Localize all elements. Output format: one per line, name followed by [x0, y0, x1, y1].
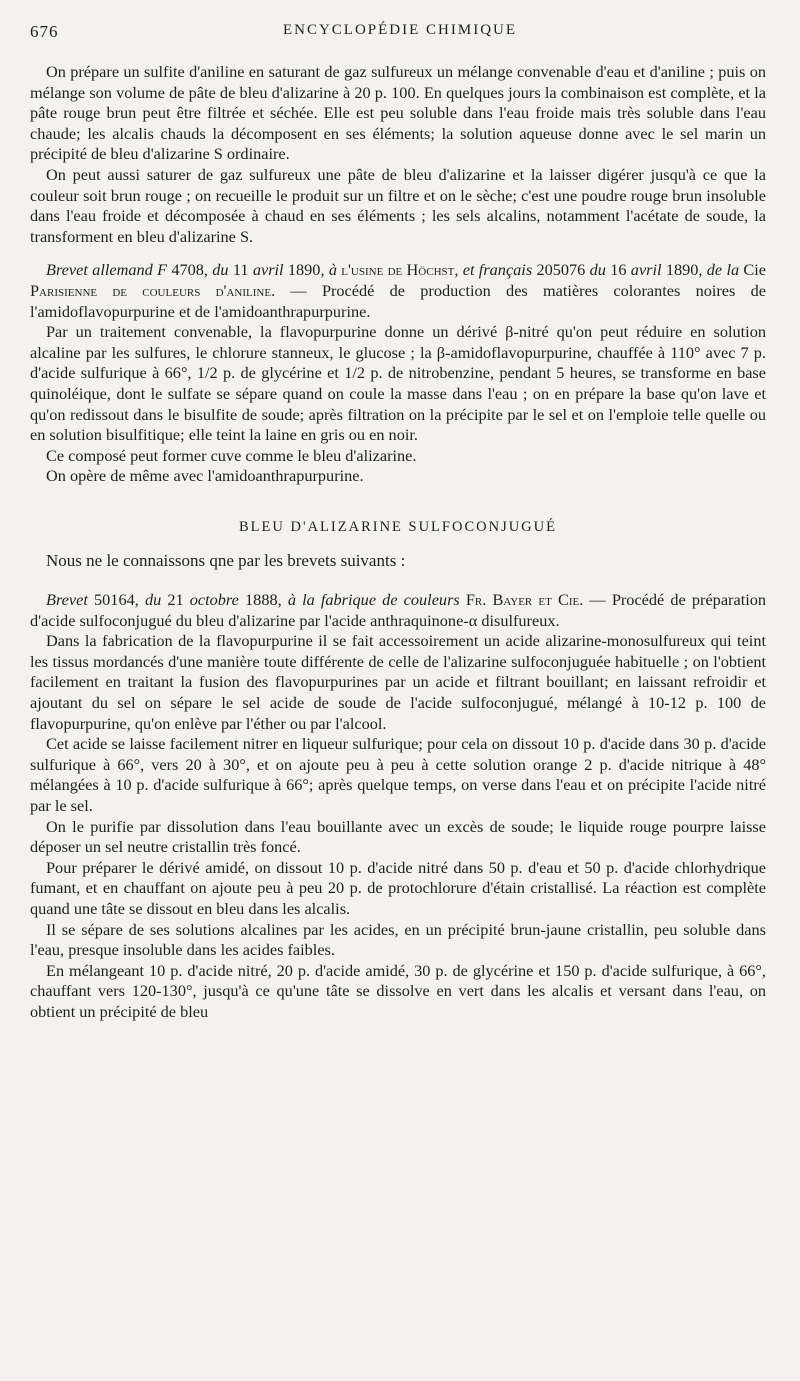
text-run: 1890,	[283, 260, 329, 280]
section-title: BLEU D'ALIZARINE SULFOCONJUGUÉ	[239, 518, 557, 535]
text-run: 205076	[532, 260, 590, 280]
text-run: du	[212, 260, 229, 280]
text-run: avril	[630, 260, 662, 280]
text-run: 50164,	[87, 590, 145, 610]
text-run: . — Procédé de production des matières colorantes noires de l'amidoflavopurpurine et de l'amidoanthrapurpurine.	[30, 280, 766, 321]
paragraph: On le purifie par dissolution dans l'eau bouillante avec un excès de soude; le liquide rouge pourpre laisse déposer un sel neutre cristallin très foncé.	[30, 816, 766, 857]
text-run: octobre	[189, 590, 239, 610]
paragraph: Pour préparer le dérivé amidé, on dissout 10 p. d'acide nitré dans 50 p. d'eau et 50 p. d'acide chlorhydrique fumant, et en chauffant on ajoute peu à peu 20 p. de protochlorure d'étain cristallisé. La réaction est complète quand une tâte se dissout en bleu dans les alcalis.	[30, 857, 766, 918]
company-name: Parisienne de couleurs d'aniline	[30, 280, 272, 300]
text-run: du	[589, 260, 606, 280]
text-run: Cie	[739, 260, 767, 280]
text-run: 21	[161, 590, 190, 610]
text-run: . — Procédé de préparation d'acide sulfoconjugué du bleu d'alizarine par l'acide anthraquinone-α disulfureux.	[30, 590, 767, 630]
page-number: 676	[30, 22, 59, 41]
running-title: ENCYCLOPÉDIE CHIMIQUE	[282, 22, 518, 38]
patent-label: Brevet	[46, 590, 88, 610]
page-header	[30, 22, 770, 46]
text-run: de la	[706, 260, 740, 280]
patent-reference-paragraph	[30, 590, 766, 631]
paragraph: On opère de même avec l'amidoanthrapurpurine.	[46, 466, 364, 486]
company-name: Fr. Bayer et Cie	[459, 590, 580, 610]
company-name: l'usine de Höchst	[336, 260, 455, 280]
paragraph: Cet acide se laisse facilement nitrer en liqueur sulfurique; pour cela on dissout 10 p. d'acide dans 30 p. d'acide sulfurique à 66°, vers 20 à 30°, et on ajoute peu à peu à cette solution orange 2 p. d'acide nitrique à 48° mélangées à 10 p. d'acide sulfurique à 66°; après quelque temps, on verse dans l'eau et on précipite l'acide nitré par le sel.	[30, 734, 766, 815]
patent-label: Brevet allemand F	[46, 260, 168, 280]
text-run: 1890,	[661, 260, 707, 280]
text-run: 11	[228, 260, 253, 280]
text-run: 16	[605, 260, 631, 280]
text-run: du	[144, 590, 162, 610]
paragraph: Ce composé peut former cuve comme le bleu d'alizarine.	[46, 445, 417, 465]
paragraph: Il se sépare de ses solutions alcalines par les acides, en un précipité brun-jaune cristallin, peu soluble dans l'eau, presque insoluble dans les acides faibles.	[30, 919, 766, 960]
paragraph: Dans la fabrication de la flavopurpurine il se fait accessoirement un acide alizarine-monosulfureux qui teint les tissus mordancés d'une manière toute différente de celle de l'alizarine sulfoconjuguée habituelle ; on l'obtient facilement en traitant la fusion des flavopurpurines par un acide et filtrant bouillant; en laissant refroidir et ajoutant du sel on sépare le sel acide de soude de l'acide sulfoconjugué, mélangé à 10-12 p. 100 de flavopurpurine, qu'on enlève par l'éther ou par l'alcool.	[30, 631, 766, 733]
text-run: avril	[252, 260, 284, 280]
text-run: 4708,	[167, 260, 213, 280]
text-run: ,	[454, 260, 463, 280]
text-run: 1888,	[238, 590, 288, 610]
paragraph: On prépare un sulfite d'aniline en saturant de gaz sulfureux un mélange convenable d'eau et d'aniline ; puis on mélange son volume de pâte de bleu d'alizarine à 20 p. 100. En quelques jours la combinaison est complète, et la pâte rouge brun peut être filtrée et séchée. Elle est peu soluble dans l'eau froide mais très soluble dans l'eau chaude; les alcalis chauds la décomposent en ses éléments; la solution aqueuse donne avec le sel marin un précipité de bleu d'alizarine S ordinaire.	[30, 62, 766, 164]
section-intro: Nous ne le connaissons qne par les brevets suivants :	[46, 551, 406, 571]
paragraph: On peut aussi saturer de gaz sulfureux une pâte de bleu d'alizarine et la laisser digérer jusqu'à ce que la couleur soit brun rouge ; on recueille le produit sur un filtre et on le sèche; c'est une poudre rouge brun insoluble dans l'eau froide et décomposée à chaud en ses éléments ; les sels alcalins, notamment l'acétate de soude, la transforment en bleu d'alizarine S.	[30, 164, 766, 246]
patent-reference-paragraph	[30, 260, 766, 322]
paragraph: En mélangeant 10 p. d'acide nitré, 20 p. d'acide amidé, 30 p. de glycérine et 150 p. d'acide sulfurique, à 66°, chauffant vers 120-130°, jusqu'à ce qu'une tâte se dissolve en vert dans les alcalis et versant dans l'eau, on obtient un précipité de bleu	[30, 960, 766, 1021]
page-body	[30, 62, 766, 1023]
paragraph: Par un traitement convenable, la flavopurpurine donne un dérivé β-nitré qu'on peut réduire en solution alcaline par les sulfures, le chlorure stanneux, le glucose ; la β-amidoflavopurpurine, chauffée à 110° avec 7 p. d'acide sulfurique à 66°, 1/2 p. de glycérine et 1/2 p. de nitrobenzine, pendant 5 heures, se transforme en base quinoléique, dont le sulfate se sépare quand on coule la masse dans l'eau ; on en prépare la base qu'on lave et qu'on redissout dans le bisulfite de soude; après filtration on la précipite par le sel et on l'emploie telle quelle ou en solution bisulfitique; elle teint la laine en gris ou en noir.	[30, 322, 766, 445]
text-run: et français	[462, 260, 533, 280]
text-run: à la fabrique de couleurs	[287, 590, 460, 610]
text-run: à	[328, 260, 337, 280]
